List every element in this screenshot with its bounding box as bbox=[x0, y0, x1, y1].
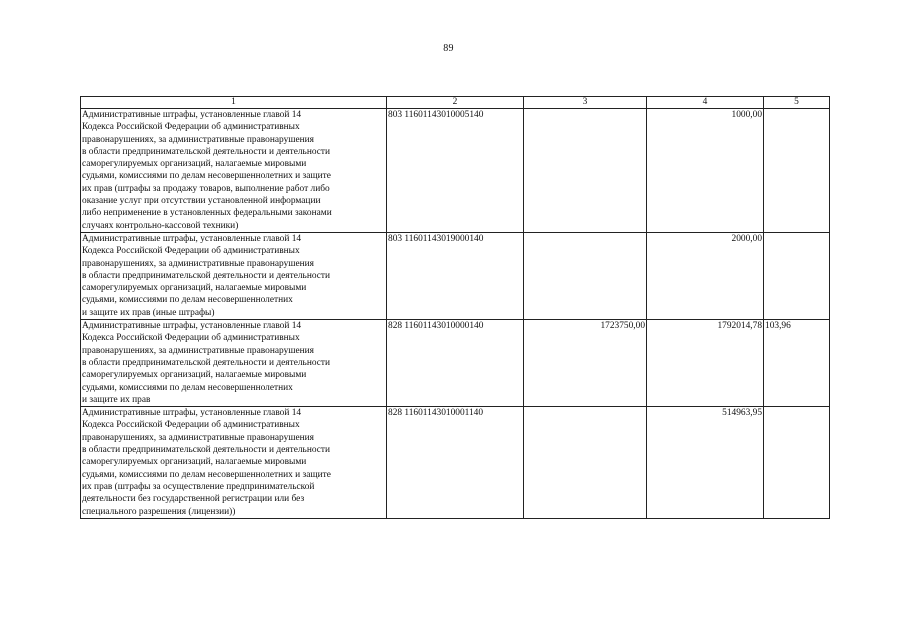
row-col5-value bbox=[764, 232, 830, 319]
row-budget-code: 828 11601143010000140 bbox=[387, 320, 524, 407]
row-col5-value: 103,96 bbox=[764, 320, 830, 407]
row-col4-value: 1792014,78 bbox=[647, 320, 764, 407]
row-col4-value: 2000,00 bbox=[647, 232, 764, 319]
row-description: Административные штрафы, установленные главой 14 Кодекса Российской Федерации об административных правонарушениях, за административные правонарушения в области предпринимательской деятельности и деятельности саморегулируемых организаций, налагаемые мировыми судьями, комиссиями по делам несовершеннолетних и защите их прав bbox=[81, 320, 387, 407]
row-description: Административные штрафы, установленные главой 14 Кодекса Российской Федерации об административных правонарушениях, за административные правонарушения в области предпринимательской деятельности и деятельности саморегулируемых организаций, налагаемые мировыми судьями, комиссиями по делам несовершеннолетних и защите их прав (штрафы за осуществление предпринимательской деятельности без государственной регистрации или без специального разрешения (лицензии)) bbox=[81, 407, 387, 519]
row-budget-code: 828 11601143010001140 bbox=[387, 407, 524, 519]
row-col5-value bbox=[764, 109, 830, 233]
row-col4-value: 514963,95 bbox=[647, 407, 764, 519]
column-header-1: 1 bbox=[81, 97, 387, 109]
table-row bbox=[81, 407, 830, 519]
row-budget-code: 803 11601143010005140 bbox=[387, 109, 524, 233]
row-col5-value bbox=[764, 407, 830, 519]
row-col3-value bbox=[524, 232, 647, 319]
column-header-4: 4 bbox=[647, 97, 764, 109]
budget-table bbox=[80, 96, 830, 519]
row-description: Административные штрафы, установленные главой 14 Кодекса Российской Федерации об административных правонарушениях, за административные правонарушения в области предпринимательской деятельности и деятельности саморегулируемых организаций, налагаемые мировыми судьями, комиссиями по делам несовершеннолетних и защите их прав (штрафы за продажу товаров, выполнение работ либо оказание услуг при отсутствии установленной информации либо неприменение в установленных федеральными законами случаях контрольно-кассовой техники) bbox=[81, 109, 387, 233]
column-header-3: 3 bbox=[524, 97, 647, 109]
row-col4-value: 1000,00 bbox=[647, 109, 764, 233]
row-col3-value: 1723750,00 bbox=[524, 320, 647, 407]
table-row bbox=[81, 109, 830, 233]
column-header-5: 5 bbox=[764, 97, 830, 109]
row-budget-code: 803 11601143019000140 bbox=[387, 232, 524, 319]
table-row bbox=[81, 320, 830, 407]
row-col3-value bbox=[524, 407, 647, 519]
row-col3-value bbox=[524, 109, 647, 233]
column-header-2: 2 bbox=[387, 97, 524, 109]
page-number: 89 bbox=[443, 43, 454, 54]
table-row bbox=[81, 232, 830, 319]
table-header-row bbox=[81, 97, 830, 109]
row-description: Административные штрафы, установленные главой 14 Кодекса Российской Федерации об административных правонарушениях, за административные правонарушения в области предпринимательской деятельности и деятельности саморегулируемых организаций, налагаемые мировыми судьями, комиссиями по делам несовершеннолетних и защите их прав (иные штрафы) bbox=[81, 232, 387, 319]
